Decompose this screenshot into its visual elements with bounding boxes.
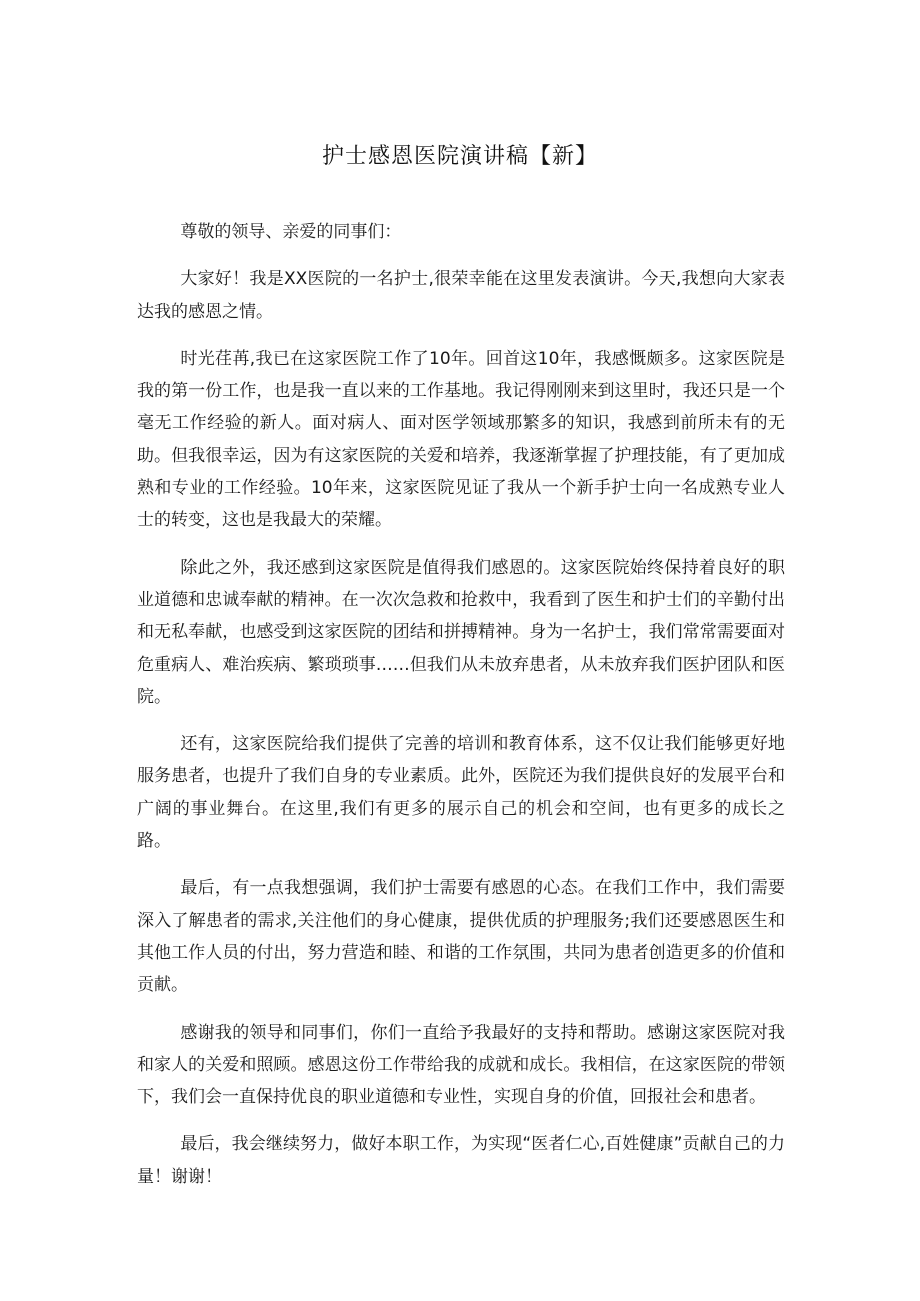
paragraph-grateful-mindset: 最后，有一点我想强调，我们护士需要有感恩的心态。在我们工作中，我们需要深入了解患者的需求,关注他们的身心健康，提供优质的护理服务;我们还要感恩医生和其他工作人员的付出，努力营造和睦、和谐的工作氛围，共同为患者创造更多的价值和贡献。: [137, 878, 785, 996]
paragraph-ten-years: 时光荏苒,我已在这家医院工作了10年。回首这10年，我感慨颇多。这家医院是我的第一份工作，也是我一直以来的工作基地。我记得刚刚来到这里时，我还只是一个毫无工作经验的新人。面对病人、面对医学领域那繁多的知识，我感到前所未有的无助。但我很幸运，因为有这家医院的关爱和培养，我逐渐掌握了护理技能，有了更加成熟和专业的工作经验。10年来，这家医院见证了我从一个新手护士向一名成熟专业人士的转变，这也是我最大的荣耀。: [137, 348, 785, 531]
paragraph-training: 还有，这家医院给我们提供了完善的培训和教育体系，这不仅让我们能够更好地服务患者，也提升了我们自身的专业素质。此外，医院还为我们提供良好的发展平台和广阔的事业舞台。在这里,我们有更多的展示自己的机会和空间，也有更多的成长之路。: [137, 734, 785, 852]
paragraph-closing: 最后，我会继续努力，做好本职工作，为实现“医者仁心,百姓健康”贡献自己的力量！谢谢！: [137, 1134, 785, 1187]
document-body: [137, 216, 785, 1208]
paragraph-salutation: 尊敬的领导、亲爱的同事们：: [180, 222, 402, 242]
paragraph-greeting: 大家好！我是XX医院的一名护士,很荣幸能在这里发表演讲。今天,我想向大家表达我的感恩之情。: [137, 269, 785, 322]
paragraph-gratitude-hospital: 除此之外，我还感到这家医院是值得我们感恩的。这家医院始终保持着良好的职业道德和忠诚奉献的精神。在一次次急救和抢救中，我看到了医生和护士们的辛勤付出和无私奉献，也感受到这家医院的团结和拼搏精神。身为一名护士，我们常常需要面对危重病人、难治疾病、繁琐琐事……但我们从未放弃患者，从未放弃我们医护团队和医院。: [137, 557, 785, 707]
document-title: 护士感恩医院演讲稿【新】: [321, 144, 598, 169]
paragraph-thanks: 感谢我的领导和同事们，你们一直给予我最好的支持和帮助。感谢这家医院对我和家人的关爱和照顾。感恩这份工作带给我的成就和成长。我相信，在这家医院的带领下，我们会一直保持优良的职业道德和专业性，实现自身的价值，回报社会和患者。: [137, 1022, 785, 1108]
